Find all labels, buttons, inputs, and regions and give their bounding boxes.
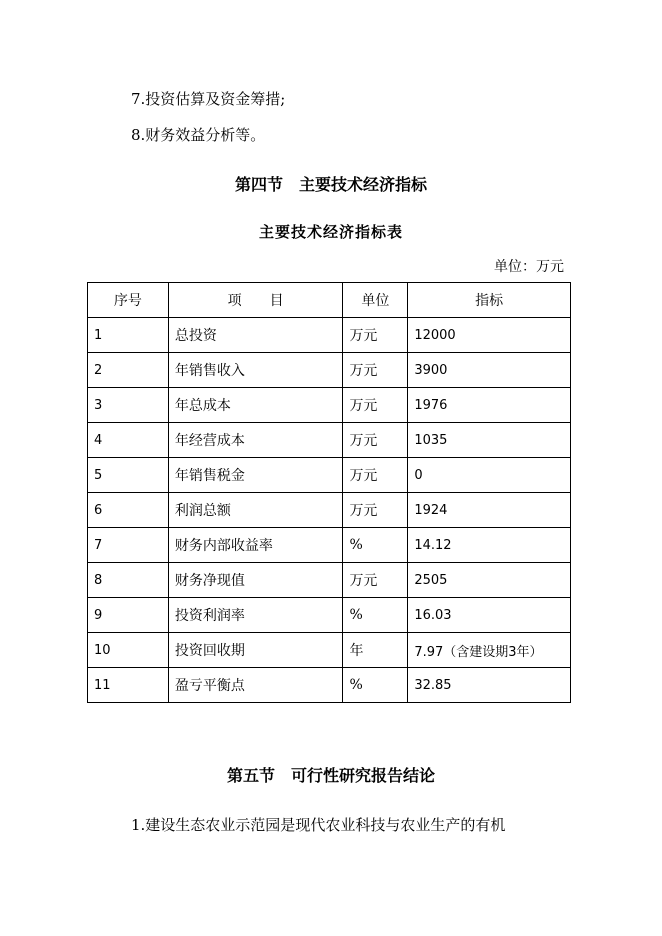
row-value: 1976 bbox=[408, 388, 571, 423]
row-no: 7 bbox=[88, 528, 169, 563]
row-no: 1 bbox=[88, 318, 169, 353]
metrics-table bbox=[87, 282, 571, 703]
table-title: 主要技术经济指标表 bbox=[258, 223, 403, 241]
row-value: 12000 bbox=[408, 318, 571, 353]
row-item: 年销售税金 bbox=[168, 458, 343, 493]
row-unit: 万元 bbox=[343, 388, 408, 423]
section4-title: 第四节 主要技术经济指标 bbox=[234, 175, 427, 194]
row-unit: 年 bbox=[343, 633, 408, 668]
row-item: 财务净现值 bbox=[168, 563, 343, 598]
row-no: 6 bbox=[88, 493, 169, 528]
row-item: 年总成本 bbox=[168, 388, 343, 423]
table-row bbox=[88, 388, 571, 423]
row-item: 投资利润率 bbox=[168, 598, 343, 633]
section5-title: 第五节 可行性研究报告结论 bbox=[226, 766, 435, 785]
row-item: 投资回收期 bbox=[168, 633, 343, 668]
row-no: 2 bbox=[88, 353, 169, 388]
table-row bbox=[88, 493, 571, 528]
row-value: 14.12 bbox=[408, 528, 571, 563]
table-row bbox=[88, 353, 571, 388]
row-item: 年经营成本 bbox=[168, 423, 343, 458]
row-value: 3900 bbox=[408, 353, 571, 388]
row-no: 5 bbox=[88, 458, 169, 493]
row-unit: 万元 bbox=[343, 493, 408, 528]
row-no: 4 bbox=[88, 423, 169, 458]
row-value: 16.03 bbox=[408, 598, 571, 633]
header-no: 序号 bbox=[88, 283, 169, 318]
row-item: 财务内部收益率 bbox=[168, 528, 343, 563]
header-item: 项 目 bbox=[168, 283, 343, 318]
row-no: 10 bbox=[88, 633, 169, 668]
table-row bbox=[88, 668, 571, 703]
row-no: 11 bbox=[88, 668, 169, 703]
list-item-7: 7.投资估算及资金筹措; bbox=[131, 90, 286, 108]
row-unit: 万元 bbox=[343, 458, 408, 493]
row-unit: % bbox=[343, 668, 408, 703]
row-value: 0 bbox=[408, 458, 571, 493]
row-value: 2505 bbox=[408, 563, 571, 598]
row-item: 总投资 bbox=[168, 318, 343, 353]
unit-label: 单位：万元 bbox=[494, 259, 564, 275]
table-row bbox=[88, 598, 571, 633]
row-value: 32.85 bbox=[408, 668, 571, 703]
row-unit: 万元 bbox=[343, 353, 408, 388]
row-item: 利润总额 bbox=[168, 493, 343, 528]
row-no: 3 bbox=[88, 388, 169, 423]
table-row bbox=[88, 633, 571, 668]
row-value: 7.97（含建设期3年） bbox=[408, 633, 571, 668]
row-unit: 万元 bbox=[343, 423, 408, 458]
row-value: 1035 bbox=[408, 423, 571, 458]
row-unit: 万元 bbox=[343, 563, 408, 598]
row-item: 年销售收入 bbox=[168, 353, 343, 388]
table-row bbox=[88, 528, 571, 563]
conclusion-paragraph: 1.建设生态农业示范园是现代农业科技与农业生产的有机 bbox=[131, 816, 506, 834]
table-row bbox=[88, 458, 571, 493]
row-no: 9 bbox=[88, 598, 169, 633]
row-value: 1924 bbox=[408, 493, 571, 528]
row-item: 盈亏平衡点 bbox=[168, 668, 343, 703]
row-unit: 万元 bbox=[343, 318, 408, 353]
table-row bbox=[88, 423, 571, 458]
row-no: 8 bbox=[88, 563, 169, 598]
table-row bbox=[88, 318, 571, 353]
table-header-row bbox=[88, 283, 571, 318]
header-value: 指标 bbox=[408, 283, 571, 318]
row-unit: % bbox=[343, 598, 408, 633]
list-item-8: 8.财务效益分析等。 bbox=[131, 126, 266, 144]
header-unit: 单位 bbox=[343, 283, 408, 318]
row-unit: % bbox=[343, 528, 408, 563]
table-row bbox=[88, 563, 571, 598]
